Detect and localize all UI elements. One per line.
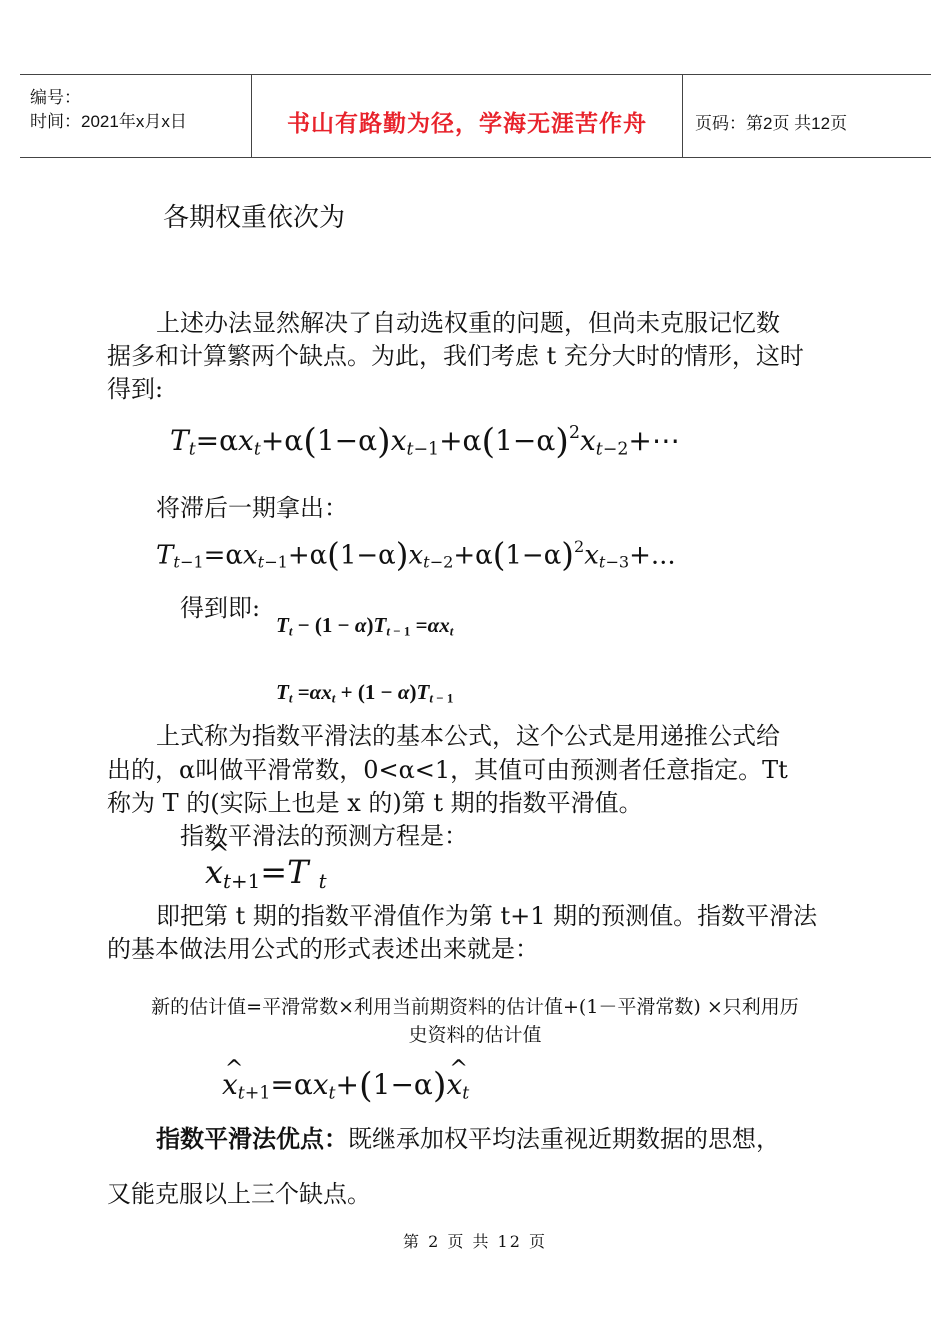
- formula-tt-expansion: $T_t=\alpha x_t+\alpha(1-\alpha)x_{t-1}+\alpha(1-\alpha)^2x_{t-2}+\cdots$: [170, 422, 680, 462]
- header-page-label: 页码：第2页 共12页: [695, 114, 848, 133]
- header-page-cell: [683, 75, 931, 157]
- para3-line2: 的基本做法用公式的形式表述出来就是：: [107, 935, 539, 963]
- words-formula-line1: 新的估计值=平滑常数×利用当前期资料的估计值+(1－平滑常数) ×只利用历: [151, 996, 799, 1018]
- words-formula-line2: 史资料的估计值: [408, 1024, 542, 1046]
- header-time-label: 时间：2021年x月x日: [30, 112, 187, 131]
- advantage-text: 既继承加权平均法重视近期数据的思想，: [348, 1125, 780, 1153]
- advantage-label: 指数平滑法优点：: [156, 1124, 348, 1153]
- header-motto: 书山有路勤为径，学海无涯苦作舟: [287, 111, 647, 137]
- formula-forecast: ^ $x_{t+1}=T$ $_t$: [205, 853, 327, 893]
- header-left-cell: [20, 75, 252, 157]
- header-code-label: 编号：: [30, 88, 81, 107]
- header-motto-cell: [252, 75, 683, 157]
- formula-tt-lag: $T_{t-1}=\alpha x_{t-1}+\alpha(1-\alpha)x_{t-2}+\alpha(1-\alpha)^2x_{t-3}+$...: [156, 536, 676, 574]
- formula-estimate: ^ $x_{t+1}=\alpha x_t+(1-\alpha)\^{}$ $x_t$: [222, 1066, 469, 1106]
- weights-heading: 各期权重依次为: [163, 203, 346, 233]
- para2-line2: 出的，α叫做平滑常数，0<α<1，其值可由预测者任意指定。Tt: [107, 756, 788, 784]
- page-footer: 第 2 页 共 12 页: [403, 1232, 547, 1251]
- advantage-line2: 又能克服以上三个缺点。: [107, 1180, 371, 1208]
- para2-line1: 上式称为指数平滑法的基本公式，这个公式是用递推公式给: [156, 722, 780, 750]
- page-header: [20, 74, 931, 158]
- get-then-label: 得到即:: [180, 594, 261, 622]
- para3-line1: 即把第 t 期的指数平滑值作为第 t+1 期的预测值。指数平滑法: [156, 902, 818, 930]
- formula-difference: $T_t - (1 - \alpha)T_{t - 1} =\alpha x_t$: [276, 613, 454, 639]
- para1-line3: 得到:: [107, 375, 164, 403]
- formula-basic: $T_t =\alpha x_t + (1 - \alpha)T_{t - 1}$: [276, 680, 454, 706]
- advantage-line1: [156, 1122, 780, 1156]
- para1-line1: 上述办法显然解决了自动选权重的问题，但尚未克服记忆数: [156, 309, 780, 337]
- lag-intro: 将滞后一期拿出：: [156, 494, 348, 522]
- para2-line3: 称为 T 的(实际上也是 x 的)第 t 期的指数平滑值。: [107, 789, 643, 817]
- para1-line2: 据多和计算繁两个缺点。为此，我们考虑 t 充分大时的情形，这时: [107, 342, 804, 370]
- forecast-intro: 指数平滑法的预测方程是：: [180, 822, 468, 850]
